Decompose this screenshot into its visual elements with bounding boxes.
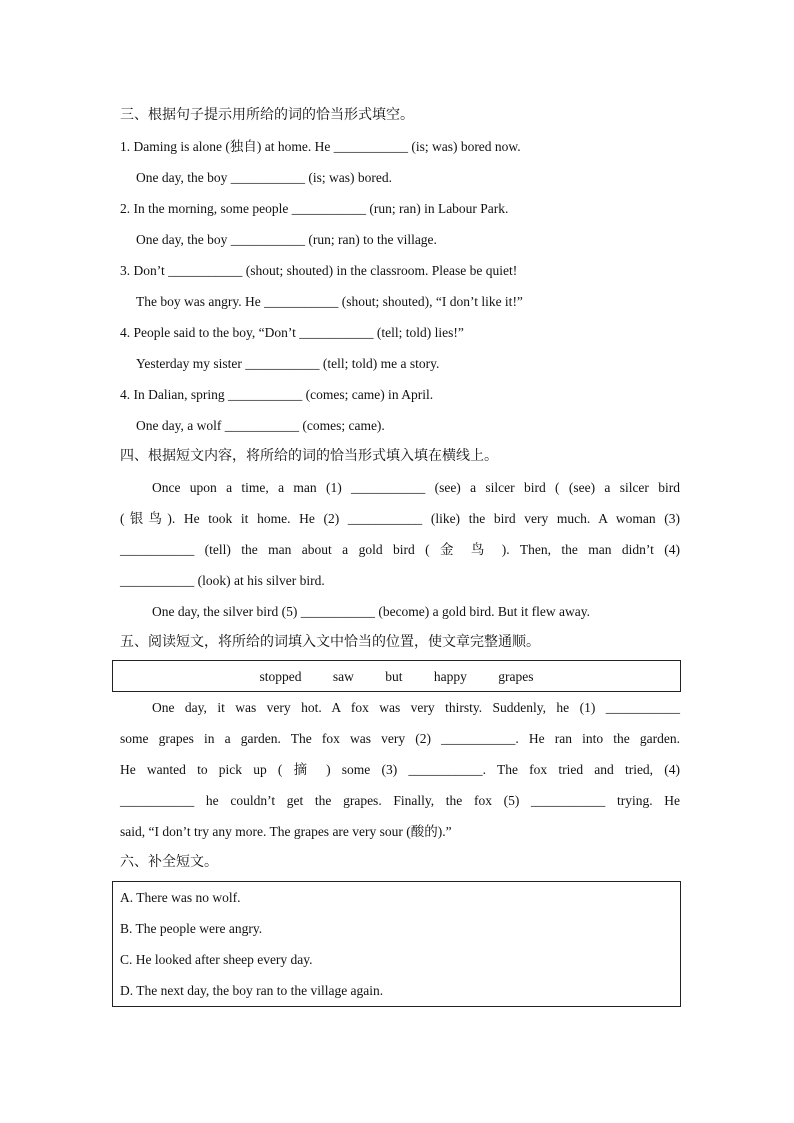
- section4-para-line-2: (银鸟). He took it home. He (2) ___________ (like) the bird very much. A woman (3): [120, 511, 680, 526]
- q5-sentence-b: One day, a wolf ___________ (comes; came).: [136, 418, 385, 433]
- q5-sentence-a: 4. In Dalian, spring ___________ (comes; came) in April.: [120, 387, 434, 402]
- q3-sentence-b: The boy was angry. He ___________ (shout; shouted), “I don’t like it!”: [136, 294, 523, 309]
- q2-sentence-a: 2. In the morning, some people ___________ (run; ran) in Labour Park.: [120, 201, 509, 216]
- q1-sentence-b: One day, the boy ___________ (is; was) bored.: [136, 170, 392, 185]
- q2-sentence-b: One day, the boy ___________ (run; ran) to the village.: [136, 232, 437, 247]
- worksheet-content: [120, 100, 680, 1007]
- option-a: A. There was no wolf.: [120, 890, 241, 905]
- option-d: D. The next day, the boy ran to the village again.: [120, 983, 384, 998]
- section4-para-line-5: One day, the silver bird (5) ___________ (become) a gold bird. But it flew away.: [152, 604, 591, 619]
- option-c: C. He looked after sheep every day.: [120, 952, 313, 967]
- word-bank-item: happy: [433, 669, 467, 684]
- word-bank-item: but: [385, 669, 403, 684]
- q4-sentence-b: Yesterday my sister ___________ (tell; told) me a story.: [136, 356, 440, 371]
- section5-para-line-2: some grapes in a garden. The fox was very (2) ___________. He ran into the garden.: [120, 731, 680, 746]
- word-bank-item: grapes: [498, 669, 534, 684]
- section3-heading: 三、根据句子提示用所给的词的恰当形式填空。: [120, 107, 414, 123]
- q4-sentence-a: 4. People said to the boy, “Don’t ___________ (tell; told) lies!”: [120, 325, 464, 340]
- section4-para-line-3: ___________ (tell) the man about a gold bird ( 金 鸟 ). Then, the man didn’t (4): [120, 542, 680, 557]
- q3-sentence-a: 3. Don’t ___________ (shout; shouted) in the classroom. Please be quiet!: [120, 263, 518, 278]
- section6-heading: 六、补全短文。: [120, 854, 218, 870]
- word-bank-box: [112, 660, 681, 692]
- section5-para-line-4: ___________ he couldn’t get the grapes. Finally, the fox (5) ___________ trying. He: [120, 793, 680, 808]
- word-bank-item: saw: [332, 669, 354, 684]
- section5-heading: 五、阅读短文，将所给的词填入文中恰当的位置，使文章完整通顺。: [120, 634, 540, 650]
- q1-sentence-a: 1. Daming is alone (独自) at home. He ___________ (is; was) bored now.: [120, 139, 521, 154]
- section5-para-line-3: He wanted to pick up ( 摘 ) some (3) ___________. The fox tried and tried, (4): [120, 762, 680, 777]
- section5-para-line-1: One day, it was very hot. A fox was very thirsty. Suddenly, he (1) ___________: [152, 700, 680, 715]
- section4-heading: 四、根据短文内容，将所给的词的恰当形式填入填在横线上。: [120, 448, 498, 464]
- option-b: B. The people were angry.: [120, 921, 263, 936]
- section5-para-line-5: said, “I don’t try any more. The grapes are very sour (酸的).”: [120, 824, 452, 839]
- options-box: [112, 881, 681, 1007]
- section4-para-line-4: ___________ (look) at his silver bird.: [120, 573, 325, 588]
- section4-para-line-1: Once upon a time, a man (1) ___________ (see) a silcer bird ( (see) a silcer bird: [152, 480, 680, 495]
- word-bank-item: stopped: [259, 669, 302, 684]
